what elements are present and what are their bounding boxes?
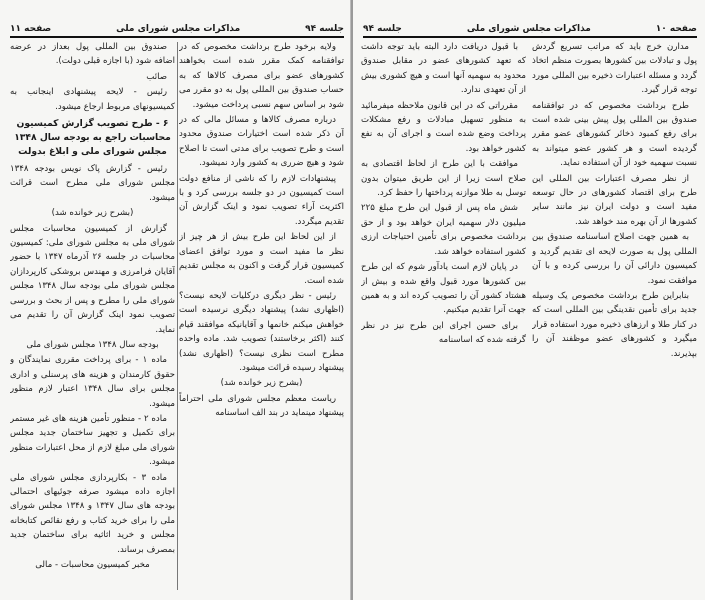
signature-line: مخبر کمیسیون محاسبات - مالی [35, 560, 150, 570]
paragraph: درباره مصرف کالاها و مسائل مالی که در آن ذکر شده است اختیارات صندوق محدود است و طرح تصویب برای مدتی است تا اصلاح شود و هیچ ضرری به کشور وارد نمیشود. [179, 115, 344, 169]
page-header [10, 20, 344, 38]
session-number: جلسه ۹۴ [363, 24, 402, 34]
right-page [353, 0, 705, 600]
text-column-right [179, 40, 344, 592]
paragraph: موافقت با این طرح از لحاظ اقتصادی به صلاح است زیرا از این طریق میتوان بدون توسل به طلا موازنه پرداختها را حفظ کرد. [361, 159, 526, 199]
page-number: صفحه ۱۱ [10, 24, 52, 34]
section-heading: ۶ - طرح تصویب گزارش کمیسیون محاسبات راجع به بودجه سال ۱۳۴۸ مجلس شورای ملی و ابلاغ بدولت [14, 118, 171, 158]
paragraph: ماده ۳ - بکارپردازی مجلس شورای ملی اجازه داده میشود صرفه جوئیهای احتمالی بودجه های سال ۱۳۴۷ و ۱۳۴۸ مجلس شورای ملی را برای خرید کتاب و رفع نقائص کتابخانه مجلس و خرید اثاثیه برای ساختمان جدید بمصرف برساند. [10, 472, 175, 555]
running-title: مذاکرات مجلس شورای ملی [466, 24, 591, 34]
paragraph: ریاست معظم مجلس شورای ملی احتراماً پیشنهاد مینماید در بند الف اساسنامه [179, 393, 344, 419]
paragraph: با قبول دریافت دارد البته باید توجه داشت که تعهد کشورهای عضو در مقابل صندوق محدود به سهمیه آنها است و هیچ کشوری بیش از آن تعهدی ندارد. [361, 42, 526, 96]
page-number: صفحه ۱۰ [655, 24, 697, 34]
paragraph: ماده ۲ - منظور تأمین هزینه های غیر مستمر برای تکمیل و تجهیز ساختمان جدید مجلس شورای ملی مبلغ لازم از محل اعتبارات منظور میشود. [10, 413, 175, 468]
paragraph: در پایان لازم است یادآور شوم که این طرح بین کشورها مورد قبول واقع شده و بیش از هشتاد کشور آن را تصویب کرده اند و به همین جهت آنرا تقدیم میکنیم. [361, 262, 526, 316]
paragraph: مقرراتی که در این قانون ملاحظه میفرمائید به منظور تسهیل مبادلات و رفع مشکلات پرداخت وضع شده است و اجرای آن به نفع کشور خواهد بود. [361, 100, 526, 154]
text-column-right [532, 40, 697, 592]
paragraph: پیشنهادات لازم را که ناشی از منافع دولت است کمیسیون در دو جلسه بررسی کرد و با اکثریت آراء تصویب نمود و اینک گزارش آن تقدیم میگردد. [179, 173, 344, 227]
paragraph: مدارن خرج باید که مراتب تسریع گردش پول و تبادلات بین کشورها بصورت منظم اتخاذ گردد و مسئله اعتبارات ذخیره بین المللی مورد توجه قرار گیرد. [532, 42, 697, 96]
paragraph: رئیس - نظر دیگری درکلیات لایحه نیست؟ (اظهاری نشد) پیشنهاد دیگری نرسیده است خواهش میکنم خانمها و آقایانیکه موافقند قیام کنند (اکثر برخاستند) تصویب شد. ماده واحده مطرح است نظری نیست؟ (اظهاری نشد) پیشنهاد رسیده قرائت میشود. [179, 290, 344, 373]
paragraph: ولایه برخود طرح برداشت مخصوص که در توافقنامه کمک مقرر شده است بخواهند کشورهای عضو برای مصرف کالاها که به حساب صندوق بین المللی پول به دو مقرر می شود بر اساس سهم نسبی پرداخت میشود. [179, 42, 344, 110]
page-header [363, 20, 697, 38]
paragraph: از نظر مصرف اعتبارات بین المللی این طرح برای اقتصاد کشورهای در حال توسعه مفید است و دولت ایران نیز مانند سایر کشورها از آن بهره مند خواهد شد. [532, 173, 697, 227]
paragraph: بنابراین طرح برداشت مخصوص یک وسیله جدید برای تأمین نقدینگی بین المللی است که در کنار طلا و ارزهای ذخیره مورد استفاده قرار میگیرد و کشورهای عضو موظفند آن را بپذیرند. [532, 290, 697, 359]
paragraph: صائب [146, 71, 167, 82]
paragraph: رئیس - لایحه پیشنهادی اینجانب به کمیسیونهای مربوط ارجاع میشود. [10, 87, 175, 112]
session-number: جلسه ۹۴ [305, 24, 344, 34]
running-title: مذاکرات مجلس شورای ملی [116, 24, 241, 34]
paragraph: برای حسن اجرای این طرح نیز در نظر گرفته شده که اساسنامه [361, 320, 526, 346]
text-column-left [10, 40, 175, 592]
text-column-left [361, 40, 526, 592]
paragraph: صندوق بین المللی پول بعداز در عرضه اضافه شود (با اجازه قبلی دولت). [10, 42, 175, 67]
column-divider [177, 42, 178, 590]
reading-note: (بشرح زیر خوانده شد) [51, 208, 134, 219]
paragraph: از این لحاظ این طرح بیش از هر چیز از نظر ما مفید است و مورد توافق اعضای کمیسیون قرار گرفت و اکنون به مجلس تقدیم شده است. [179, 232, 344, 286]
reading-note: (بشرح زیر خوانده شد) [220, 378, 303, 389]
paragraph: به همین جهت اصلاح اساسنامه صندوق بین المللی پول به صورت لایحه ای تقدیم گردید و کمیسیون دارائی آن را بررسی کرده و با آن موافقت نمود. [532, 232, 697, 286]
paragraph: ماده ۱ - برای پرداخت مقرری نمایندگان و حقوق کارمندان و هزینه های پرسنلی و اداری مجلس برای سال ۱۳۴۸ اعتبار لازم منظور میشود. [10, 355, 175, 409]
paragraph: رئیس - گزارش پاک نویس بودجه ۱۳۴۸ مجلس شورای ملی مطرح است قرائت میشود. [10, 164, 175, 203]
paragraph: گزارش از کمیسیون محاسبات مجلس شورای ملی به مجلس شورای ملی: کمیسیون محاسبات در جلسه ۲۶ آذرماه ۱۳۴۷ با حضور آقایان فرامرزی و مهندس بروشکی کارپردازان مجلس شورای ملی بودجه سال ۱۳۴۸ مجلس شورای ملی را مطرح و پس از بحث و بررسی تصویب نمود اینک گزارش آن را تقدیم می نماید. [10, 223, 175, 335]
paragraph: شش ماه پس از قبول این طرح مبلغ ۲۲۵ میلیون دلار سهمیه ایران خواهد بود و از حق برداشت مخصوص برای تأمین احتیاجات ارزی کشور استفاده خواهد شد. [361, 203, 526, 257]
paragraph: طرح برداشت مخصوص که در توافقنامه صندوق بین المللی پول پیش بینی شده است برای رفع کمبود ذخائر کشورهای عضو مقرر گردیده است و هر کشور عضو میتواند به نسبت سهمیه خود از آن استفاده نماید. [532, 100, 697, 169]
subheading: بودجه سال ۱۳۴۸ مجلس شورای ملی [26, 339, 159, 350]
